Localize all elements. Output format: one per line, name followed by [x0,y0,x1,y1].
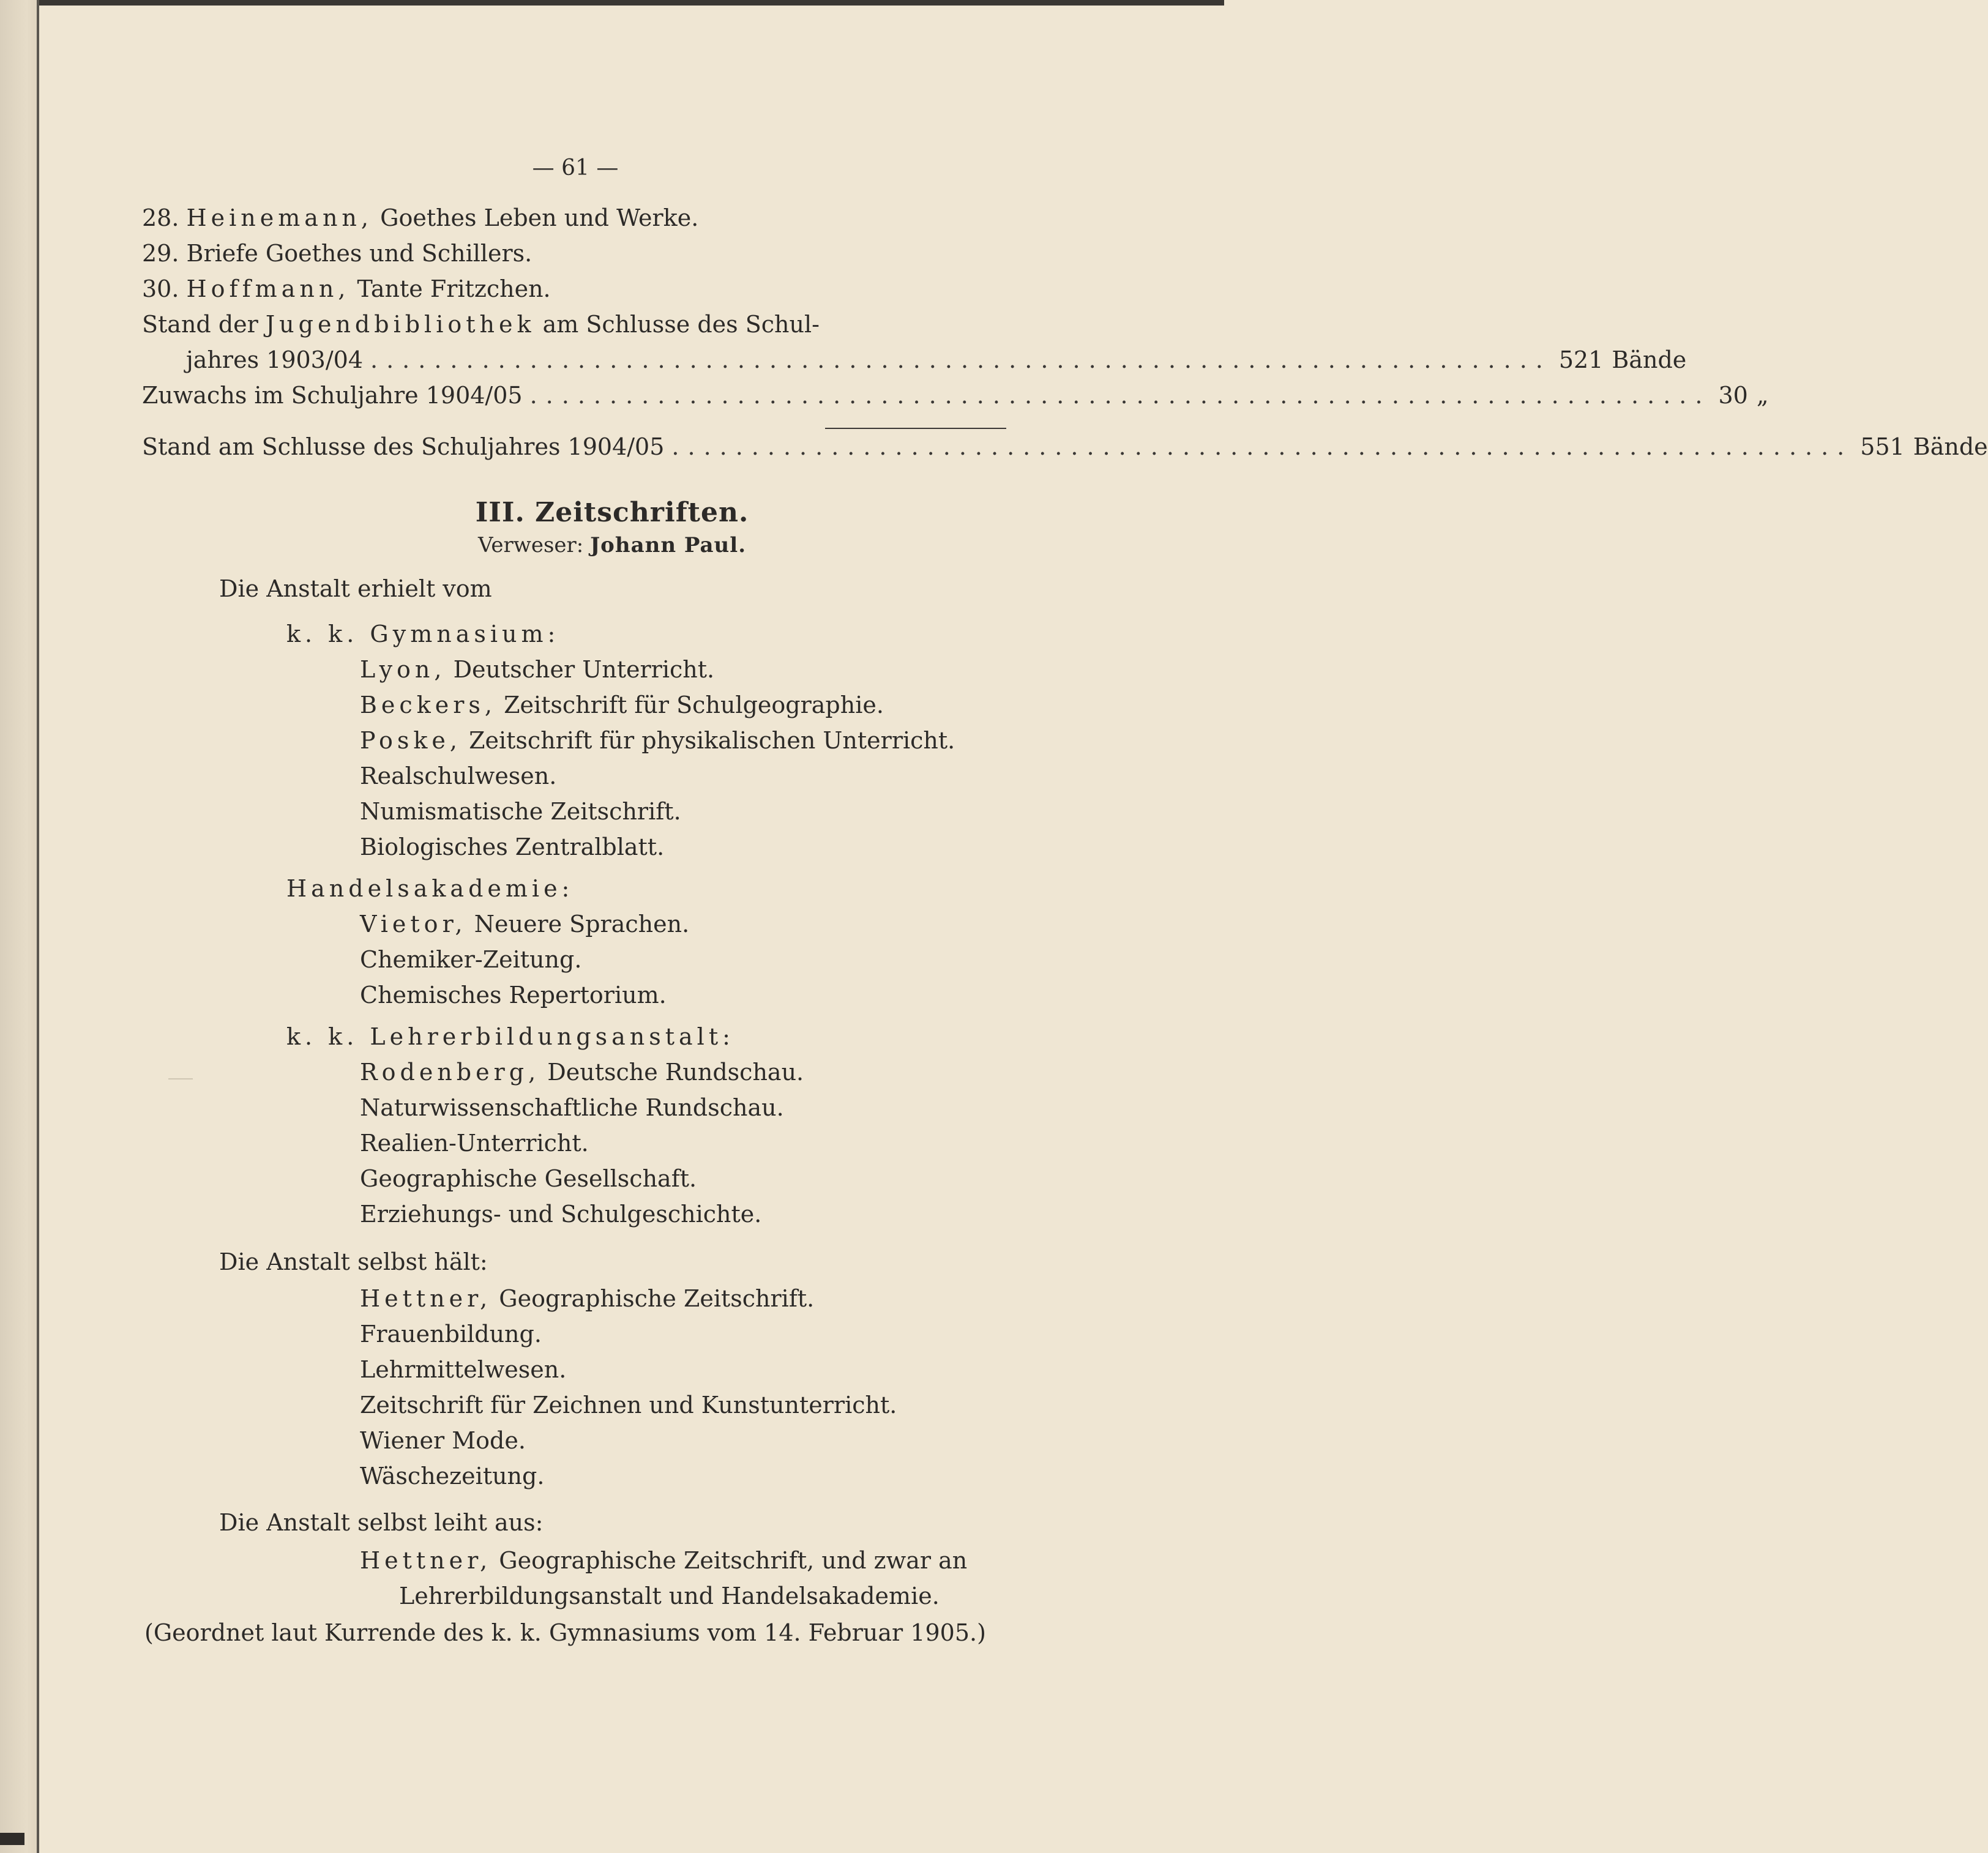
dot-leader: .......................................................................... [370,346,1552,373]
stats-line-4: Stand am Schlusse des Schuljahres 1904/05 .......................................................................... 551 Bände [142,433,1988,460]
page-scuff [168,1078,193,1079]
stats-line-1: Stand der Jugendbibliothek am Schlusse des Schul- [142,311,820,338]
list-item: Erziehungs- und Schulgeschichte. [360,1201,762,1228]
page-top-edge [0,0,1224,6]
list-item: Rodenberg, Deutsche Rundschau. [360,1059,804,1086]
list-item: Lehrmittelwesen. [360,1356,567,1383]
list-item-continuation: Lehrerbildungsanstalt und Handelsakademie. [399,1583,940,1609]
list-item: 28. Heinemann, Goethes Leben und Werke. [142,204,699,231]
list-item: Hettner, Geographische Zeitschrift, und zwar an [360,1547,968,1574]
stats-line-2: jahres 1903/04 .......................................................................... 521 Bände [186,346,1687,373]
list-item: Chemisches Repertorium. [360,982,667,1009]
dot-leader: .......................................................................... [529,382,1711,409]
list-item: Zeitschrift für Zeichnen und Kunstunterricht. [360,1392,897,1419]
stats-line-3: Zuwachs im Schuljahre 1904/05 .......................................................................... 30 „ [142,382,1769,409]
author: Hoffmann, [186,275,350,302]
list-item: Naturwissenschaftliche Rundschau. [360,1094,784,1121]
list-item: Vietor, Neuere Sprachen. [360,911,690,938]
lend-intro: Die Anstalt selbst leiht aus: [219,1509,544,1536]
page-number: — 61 — [532,155,619,181]
list-item: Beckers, Zeitschrift für Schulgeographie. [360,692,884,718]
source-heading: Handelsakademie: [286,875,574,902]
source-heading: k. k. Lehrerbildungsanstalt: [286,1023,734,1050]
section-title: III. Zeitschriften. [475,497,749,528]
received-intro: Die Anstalt erhielt vom [219,575,492,602]
list-item: Lyon, Deutscher Unterricht. [360,656,715,683]
section-administrator: Verweser: Johann Paul. [477,533,747,557]
author: Heinemann, [186,204,373,231]
list-item: Wiener Mode. [360,1427,526,1454]
list-item: Poske, Zeitschrift für physikalischen Unterricht. [360,727,955,754]
list-item: 30. Hoffmann, Tante Fritzchen. [142,275,551,302]
list-item: Geographische Gesellschaft. [360,1165,697,1192]
dot-leader: .......................................................................... [671,433,1853,460]
list-item: Realschulwesen. [360,762,557,789]
source-heading: k. k. Gymnasium: [286,621,560,647]
list-item: 29. Briefe Goethes und Schillers. [142,240,532,267]
list-item: Chemiker-Zeitung. [360,946,582,973]
book-gutter [0,0,38,1853]
list-item: Biologisches Zentralblatt. [360,833,665,860]
list-item: Frauenbildung. [360,1321,542,1348]
list-item: Realien-Unterricht. [360,1130,589,1157]
gutter-line [37,0,39,1853]
list-item: Hettner, Geographische Zeitschrift. [360,1285,815,1312]
list-item: Wäschezeitung. [360,1463,545,1489]
corner-mark [0,1833,24,1845]
footnote: (Geordnet laut Kurrende des k. k. Gymnasiums vom 14. Februar 1905.) [144,1619,986,1646]
own-intro: Die Anstalt selbst hält: [219,1248,488,1275]
list-item: Numismatische Zeitschrift. [360,798,681,825]
sum-rule [825,428,1006,429]
